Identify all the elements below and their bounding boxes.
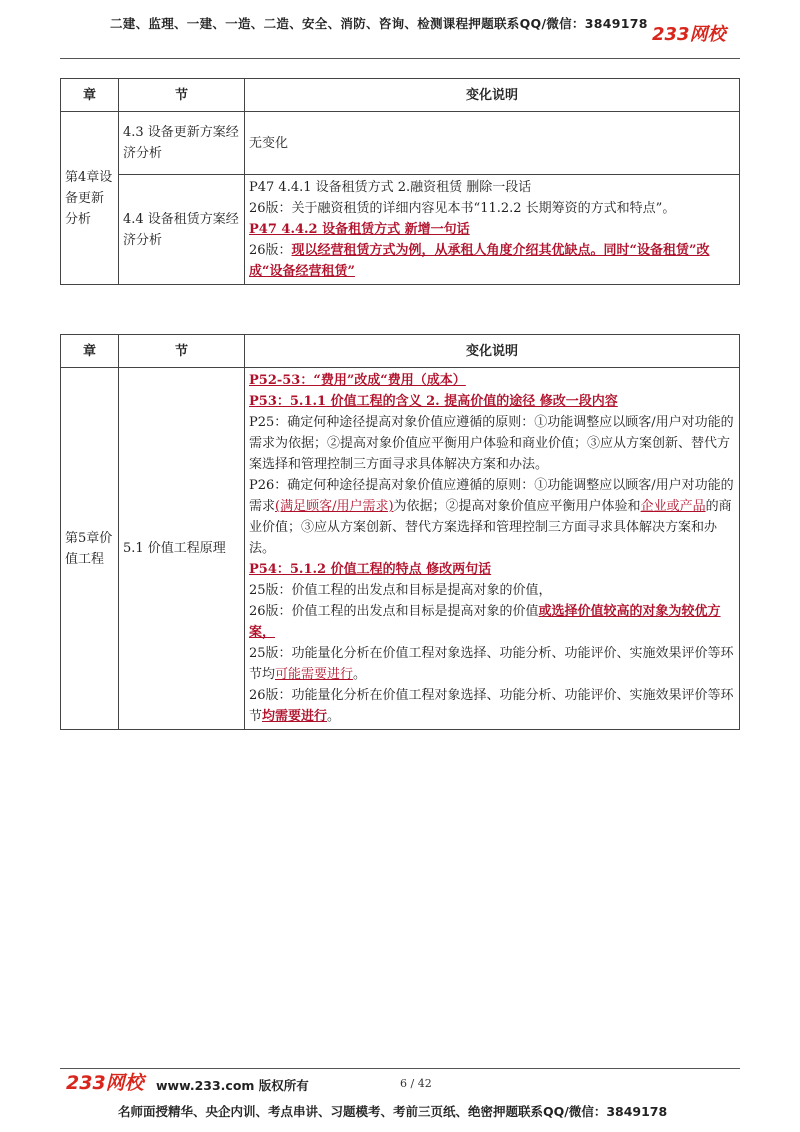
section-cell: 5.1 价值工程原理 (119, 368, 245, 730)
added-text: 企业或产品 (640, 499, 706, 514)
change-line: P25：确定何种途径提高对象价值应遵循的原则：①功能调整应以顾客/用户对功能的需求为依据；②提高对象价值应平衡用户体验和商业价值；③应从方案创新、替代方 案选择和管理控制三方面寻求具体解决方案和办法。 (249, 415, 734, 472)
header-change: 变化说明 (245, 335, 740, 368)
change-cell (245, 368, 740, 730)
change-line: 26版：功能量化分析在价值工程对象选择、功能分析、功能评价、实施效果评价等环节均需要进行。 (249, 688, 734, 724)
brand-logo-top: 233网校 (652, 24, 726, 45)
header-change: 变化说明 (245, 79, 740, 112)
header-chapter: 章 (61, 79, 119, 112)
change-line: 25版：功能量化分析在价值工程对象选择、功能分析、功能评价、实施效果评价等环节均可能需要进行。 (249, 646, 734, 682)
chapter-cell: 第5章价值工程 (61, 368, 119, 730)
footer-copyright: www.233.com 版权所有 (156, 1078, 309, 1093)
change-line: 26版：关于融资租赁的详细内容见本书“11.2.2 长期筹资的方式和特点”。 (249, 201, 676, 216)
table-header-row (61, 335, 740, 368)
header-chapter: 章 (61, 335, 119, 368)
change-cell (245, 175, 740, 285)
table-row (61, 175, 740, 285)
footer-divider (60, 1068, 740, 1069)
change-heading: P54：5.1.2 价值工程的特点 修改两句话 (249, 562, 492, 577)
change-line: 26版：现以经营租赁方式为例，从承租人角度介绍其优缺点。同时“设备租赁”改成“设备经营租赁” (249, 243, 710, 279)
header-section: 节 (119, 335, 245, 368)
chapter-cell: 第4章设备更新分析 (61, 112, 119, 285)
footer-text: 名师面授精华、央企内训、考点串讲、习题模考、考前三页纸、绝密押题联系QQ/微信：3849178 (118, 1104, 668, 1119)
change-line: P47 4.4.1 设备租赁方式 2.融资租赁 删除一段话 (249, 180, 532, 195)
change-line: 26版：价值工程的出发点和目标是提高对象的价值或选择价值较高的对象为较优方案， (249, 604, 721, 640)
added-text: 均需要进行 (262, 709, 328, 724)
page-number: 6 / 42 (400, 1077, 432, 1090)
table-row (61, 112, 740, 175)
change-line: 25版：价值工程的出发点和目标是提高对象的价值， (249, 583, 552, 598)
change-cell: 无变化 (245, 112, 740, 175)
change-line: P26：确定何种途径提高对象价值应遵循的原则：①功能调整应以顾客/用户对功能的需求(满足顾客/用户需求)为依据；②提高对象价值应平衡用户体验和企业或产品的商业价值；③应从方案创新、替代方案选择和管理控制三方面寻求具体解决方案和办法。 (249, 478, 734, 556)
change-table-chapter4 (60, 78, 740, 285)
header-divider (60, 58, 740, 59)
change-heading: P52-53：“费用”改成“费用（成本） (249, 373, 466, 388)
page-header-text: 二建、监理、一建、一造、二造、安全、消防、咨询、检测课程押题联系QQ/微信：3849178 (110, 16, 648, 31)
table-header-row (61, 79, 740, 112)
added-text: 现以经营租赁方式为例，从承租人角度介绍其优缺点。同时“设备租赁”改成“设备经营租赁” (249, 243, 710, 279)
section-cell: 4.4 设备租赁方案经济分析 (119, 175, 245, 285)
removed-text: 可能需要进行 (275, 667, 354, 682)
added-text: (满足顾客/用户需求) (275, 499, 394, 514)
change-table-chapter5 (60, 334, 740, 730)
added-text: 或选择价值较高的对象为较优方案， (249, 604, 721, 640)
change-heading: P47 4.4.2 设备租赁方式 新增一句话 (249, 222, 470, 237)
section-cell: 4.3 设备更新方案经济分析 (119, 112, 245, 175)
brand-logo-bottom: 233网校 (66, 1072, 144, 1094)
table-row (61, 368, 740, 730)
change-heading: P53：5.1.1 价值工程的含义 2. 提高价值的途径 修改一段内容 (249, 394, 618, 409)
header-section: 节 (119, 79, 245, 112)
